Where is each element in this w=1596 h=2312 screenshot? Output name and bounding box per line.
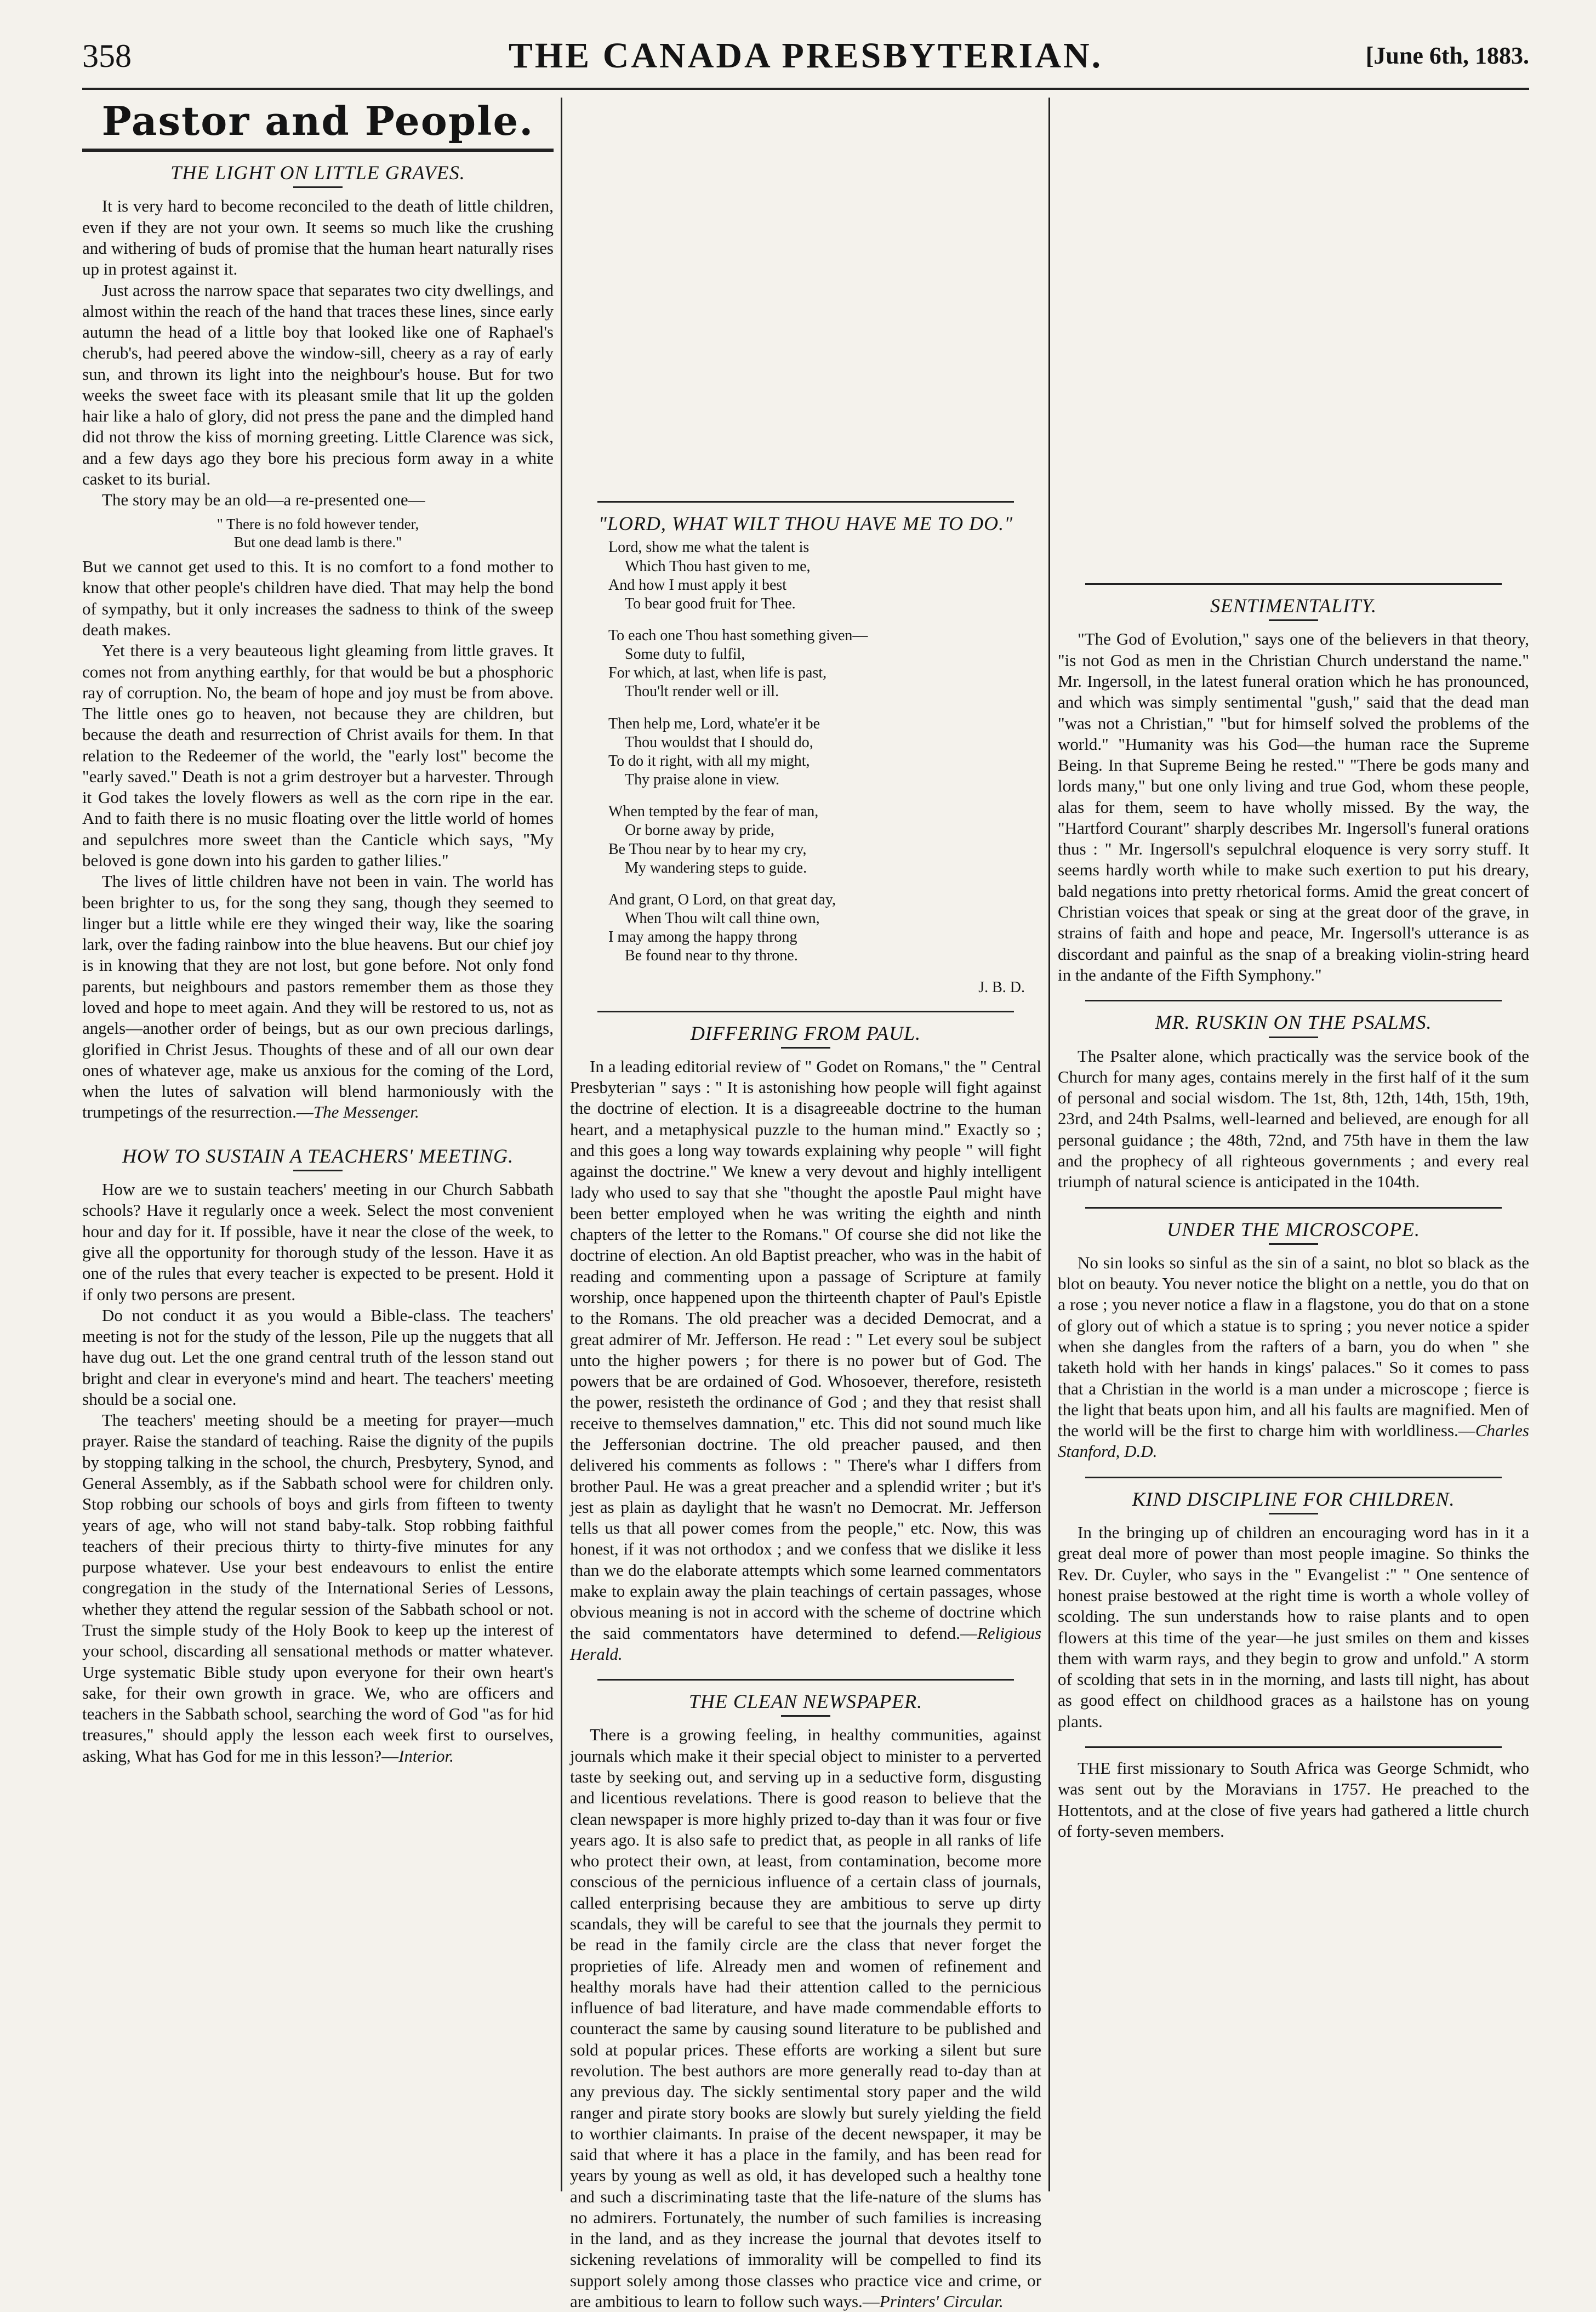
title-rule [1269, 1513, 1318, 1514]
stanza [608, 538, 1041, 613]
verse-line: My wandering steps to guide. [625, 859, 807, 876]
stanza [608, 715, 1041, 790]
article-separator [597, 1011, 1014, 1012]
verse-line: Thou wouldst that I should do, [625, 733, 813, 751]
verse-line: Be found near to thy throne. [625, 947, 798, 965]
verse-line: Or borne away by pride, [625, 822, 774, 839]
article-title: THE CLEAN NEWSPAPER. [688, 1690, 923, 1713]
paragraph: How are we to sustain teachers' meeting in our Church Sabbath schools? Have it regularly once a week. Select the most convenient hour and day for it. If possible, have it near the close of the week, to give all the opportunity for thorough study of the lesson. Have it as one of the rules that every teacher is expected to be present. Hold it if only two persons are present. [82, 1180, 554, 1304]
page-number: 358 [82, 38, 132, 74]
paragraph-text: No sin looks so sinful as the sin of a saint, no blot so black as the blot on beauty. You never notice the blight on a nettle, you do that on a rose ; you never notice a flaw in a flagstone, you do that on a stone of glory out of which a statue is to spring ; you never notice a spider when she dangles from the rafters of a barn, you do when " she taketh hold with her hands in kings' palaces." So it comes to pass that a Christian in the world is a man under a microscope ; fierce is the light that beats upon him, and all his faults are magnified. Men of the world will be the first to charge him with worldliness.— [1058, 1252, 1529, 1440]
stanza [608, 627, 1041, 702]
paragraph-text: The lives of little children have not been in vain. The world has been brighter to us, for the song they sang, though they seemed to linger but a little while ere they winged their way, like the soaring lark, over the fading rainbow into the blue heavens. But our chief joy is in knowing that they are not lost, but gone before. Not only fond parents, but neighbours and pastors remember them as those they loved and hope to meet again. And they will be restored to us, not as angels—another order of beings, but as our own precious darlings, glorified in Christ Jesus. Thoughts of these and of all our own dear ones of whatever age, make us anxious for the coming of the Lord, when the lutes of salvation will blend harmoniously with the trumpetings of the resurrection.— [82, 872, 554, 1122]
source-credit: Charles Stanford, D.D. [1058, 1421, 1529, 1461]
title-rule [781, 1047, 830, 1049]
source-credit: Printers' Circular. [879, 2292, 1004, 2311]
paragraph [1058, 1252, 1529, 1462]
paragraph: THE first missionary to South Africa was George Schmidt, who was sent out by the Moravians in 1757. He preached to the Hottentots, and at the close of five years had gathered a little church of forty-seven members. [1058, 1758, 1529, 1841]
paragraph: Just across the narrow space that separates two city dwellings, and almost within the reach of the hand that traces these lines, since early autumn the head of a little boy that looked like one of Raphael's cherub's, had peered above the window-sill, cheery as a ray of early sun, and thrown its light into the neighbour's house. But for two weeks the sweet face with its pleasant smile that lit up the golden hair like a halo of glory, did not press the pane and the dimpled hand did not throw the kiss of morning greeting. Little Clarence was sick, and a few days ago they bore his precious form away in a white casket to its burial. [82, 280, 554, 489]
paragraph: The story may be an old—a re-presented one— [102, 490, 425, 510]
article-separator [597, 1679, 1014, 1681]
verse-line: " There is no fold however tender, [216, 515, 419, 532]
title-rule [293, 186, 343, 188]
verse-line: Some duty to fulfil, [625, 646, 745, 663]
source-credit: Interior. [398, 1746, 454, 1766]
column-rule [561, 98, 562, 2191]
title-rule [1269, 1037, 1318, 1038]
verse-line: For which, at last, when life is past, [608, 664, 827, 682]
verse-line: Which Thou hast given to me, [625, 557, 811, 575]
department-heading: Pastor and People. [101, 98, 534, 144]
article-separator [1085, 583, 1502, 585]
stanza [608, 891, 1041, 966]
continued-space [570, 98, 1041, 487]
title-rule [1269, 1243, 1318, 1245]
article-separator [1085, 1000, 1502, 1001]
verse-line: Then help me, Lord, whate'er it be [608, 715, 820, 732]
verse-line: Thy praise alone in view. [625, 771, 779, 789]
paragraph: "The God of Evolution," says one of the believers in that theory, "is not God as men in the Christian Church understand the name." Mr. Ingersoll, in the latest funeral oration which he has pronounced, and which was simply sentimental "gush," said that the dead man "was not a Christian," "but for himself solved the problems of the world." "Humanity was his God—the human race the Supreme Being. In that Supreme Being he rested." "There be gods many and lords many," but one only living and true God, whom these people, alas for them, seem to have wholly missed. By the way, the "Hartford Courant" sharply describes Mr. Ingersoll's funeral orations thus : " Mr. Ingersoll's sepulchral eloquence is very sorry stuff. It seems hardly worth while to make such exertion to put his dreary, bald negations into pretty rhetorical forms. Amid the great concert of Christian voices that speak or sing at the great door of the grave, in strains of faith and hope and peace, Mr. Ingersoll's utterance is as discordant and painful as the snap of a breaking violin-string heard in the andante of the Fifth Symphony." [1058, 629, 1529, 984]
article-title: KIND DISCIPLINE FOR CHILDREN. [1132, 1488, 1455, 1510]
article-separator [1085, 1207, 1502, 1209]
paragraph-text: In a leading editorial review of " Godet on Romans," the " Central Presbyterian " says : " It is astonishing how people will fight against the doctrine of election. It is a disagreeable doctrine to the human heart, and a metaphysical puzzle to the human mind." Exactly so ; and this goes a long way towards explaining why people " will fight against the doctrine." We knew a very devout and highly intelligent lady who used to say that she "thought the apostle Paul might have been better employed when he was writing the eighth and ninth chapters of the letter to the Romans." Of course she did not like the doctrine of election. An old Baptist preacher, who was in the habit of reading and commenting upon a passage of Scripture at family worship, once happened upon the thirteenth chapter of Paul's Epistle to the Romans. The old preacher was a decided Democrat, and a great admirer of Mr. Jefferson. He read : " Let every soul be subject unto the higher powers ; for there is no power but of God. The powers that be are ordained of God. Whosoever, therefore, resisteth the power, resisteth the ordinance of God ; and they that resist shall receive to themselves damnation," etc. This did not sound much like the Jeffersonian doctrine. The old preacher paused, and then delivered his comments as follows : " There's whar I differs from brother Paul. He was a great preacher and a splendid writer ; but it's jest as plain as daylight that he wasn't no Democrat. Mr. Jefferson tells us that all power comes from the people," etc. Now, this was honest, if it was not orthodox ; and we confess that we dislike it less than we do the elaborate attempts which some learned commentators make to explain away the plain teachings of certain passages, whose obvious meaning is not in accord with the scheme of doctrine which the said commentators have determined to defend.— [570, 1056, 1041, 1643]
verse-line: When Thou wilt call thine own, [625, 910, 820, 927]
stanza [608, 802, 1041, 878]
article-separator [597, 501, 1014, 503]
verse-line: To do it right, with all my might, [608, 752, 810, 770]
paragraph [570, 1724, 1041, 2312]
verse-line: And grant, O Lord, on that great day, [608, 891, 836, 908]
article-title: SENTIMENTALITY. [1210, 595, 1377, 617]
article-title: THE LIGHT ON LITTLE GRAVES. [170, 162, 465, 184]
paragraph: But we cannot get used to this. It is no comfort to a fond mother to know that other people's children have died. That may help the bond of sympathy, but it only increases the sadness to think of the sweep death makes. [82, 557, 554, 639]
department-rule [82, 149, 554, 152]
article-title: HOW TO SUSTAIN A TEACHERS' MEETING. [122, 1144, 514, 1167]
column-3 [1058, 98, 1529, 2191]
quoted-verse [82, 515, 554, 553]
issue-date: [June 6th, 1883. [1365, 42, 1529, 69]
column-1 [82, 98, 554, 2191]
paragraph [82, 871, 554, 1123]
source-credit: Religious Herald. [570, 1623, 1041, 1664]
verse-line: To each one Thou hast something given— [608, 627, 868, 645]
paragraph [570, 1056, 1041, 1665]
paragraph: In the bringing up of children an encouraging word has in it a great deal more of power than most people imagine. So thinks the Rev. Dr. Cuyler, who says in the " Evangelist :" " One sentence of honest praise bestowed at the right time is worth a whole volley of scolding. The sun understands how to raise plants and to open flowers at this time of the year—he just smiles on them and kisses them with warm rays, and they begin to grow and unfold." A storm of scolding that sets in in the morning, and lasts till night, has about as good effect on childhood graces as a hailstone has on young plants. [1058, 1523, 1529, 1731]
title-rule [1269, 619, 1318, 621]
paragraph: The Psalter alone, which practically was the service book of the Church for many ages, contains merely in the first half of it the sum of personal and social wisdom. The 1st, 8th, 12th, 14th, 15th, 19th, 23rd, and 24th Psalms, well-learned and believed, are enough for all personal guidance ; the 48th, 72nd, and 75th have in them the law and the prophecy of all righteous governments ; and every real triumph of natural science is anticipated in the 104th. [1058, 1046, 1529, 1192]
verse-line: Be Thou near by to hear my cry, [608, 840, 807, 858]
article-title: "LORD, WHAT WILT THOU HAVE ME TO DO." [598, 512, 1013, 534]
verse-line: But one dead lamb is there." [233, 534, 402, 551]
continued-space [1058, 98, 1529, 569]
source-credit: The Messenger. [313, 1102, 419, 1122]
article-separator [1085, 1746, 1502, 1748]
paragraph [82, 1410, 554, 1767]
paragraph-text: There is a growing feeling, in healthy communities, against journals which make it their special object to minister to a perverted taste by seeking out, and serving up in a seductive form, disgusting and licentious revelations. There is good reason to believe that the clean newspaper is more highly prized to-day than it was four or five years ago. It is also safe to predict that, as people in all ranks of life who protect their own, at least, from contamination, become more conscious of the pernicious influence of a certain class of journals, called enterprising because they are ambitious to serve up dirty scandals, they will be careful to see that the journals they permit to be read in the family circle are the class that never forget the proprieties of life. Already men and women of refinement and healthy morals have had their attention called to the pernicious influence of bad literature, and have made commendable efforts to counteract the same by causing sound literature to be published and sold at popular prices. These efforts are working a silent but sure revolution. The best authors are more generally read to-day than at any previous day. The sickly sentimental story paper and the wild ranger and pirate story books are slowly but surely yielding the field to worthier claimants. In praise of the decent newspaper, it may be said that where it has a place in the family, and has been read for years by young as well as old, it has developed such a healthy tone and such a discriminating taste that the life-nature of the slums has no admirers. Fortunately, the number of such families is increasing in the land, and as they increase the journal that devotes itself to sickening revelations of immorality will be compelled to find its support solely among those classes who practice vice and crime, or are ambitious to learn to follow such ways.— [570, 1725, 1041, 2311]
verse-line: I may among the happy throng [608, 929, 797, 946]
verse-line: To bear good fruit for Thee. [625, 595, 796, 612]
column-rule [1048, 98, 1050, 2191]
article-separator [1085, 1477, 1502, 1478]
masthead [82, 27, 1529, 90]
verse-line: When tempted by the fear of man, [608, 803, 819, 821]
title-rule [781, 1715, 830, 1717]
verse-line: Thou'lt render well or ill. [625, 683, 779, 701]
paragraph-text: The teachers' meeting should be a meeting for prayer—much prayer. Raise the standard of teaching. Raise the dignity of the pupils by stopping talking in the school, the church, Presbytery, Synod, and General Assembly, as if the Sabbath school were for children only. Stop robbing our schools of boys and girls from fifteen to twenty years of age, who will not stand baby-talk. Stop robbing faithful teachers of their precious thirty to thirty-five minutes for any purpose whatever. Use your best endeavours to enlist the entire congregation in the study of the International Series of Lessons, whether they attend the regular session of the Sabbath school or not. Trust the simple study of the Holy Book to keep up the interest of your school, discarding all sensational methods or matter whatever. Urge systematic Bible study upon everyone for their own heart's sake, for their own growth in grace. We, who are officers and teachers in the Sabbath school, searching the word of God "as for hid treasures," should apply the lesson each week first to ourselves, asking, What has God for me in this lesson?— [82, 1410, 554, 1766]
paragraph: Yet there is a very beauteous light gleaming from little graves. It comes not from anything earthly, for that would be but a phosphoric ray of corruption. No, the beam of hope and joy must be from above. The little ones go to heaven, not because they are children, but because the death and resurrection of Christ avails for them. In that relation to the Redeemer of the world, the "early lost" become the "early saved." Death is not a grim destroyer but a harvester. Through it God takes the lovely flowers as well as the corn ripe in the ear. And to faith there is no music floating over the little world of homes and sepulchres more sweet than the Canticle which says, "My beloved is gone down into his garden to gather lilies." [82, 641, 554, 870]
article-title: DIFFERING FROM PAUL. [690, 1022, 921, 1044]
verse-line: And how I must apply it best [608, 576, 787, 594]
poem [608, 538, 1041, 965]
title-rule [293, 1170, 343, 1171]
article-title: UNDER THE MICROSCOPE. [1167, 1218, 1420, 1240]
paragraph: Do not conduct it as you would a Bible-class. The teachers' meeting is not for the study of the lesson, Pile up the nuggets that all have dug out. Let the one grand central truth of the lesson stand out bright and clear in everyone's mind and heart. The teachers' meeting should be a social one. [82, 1305, 554, 1409]
verse-line: Lord, show me what the talent is [608, 539, 810, 556]
column-2 [570, 98, 1041, 2311]
signature: J. B. D. [978, 978, 1025, 996]
paragraph: It is very hard to become reconciled to the death of little children, even if they are not your own. It seems so much like the crushing and withering of buds of promise that the human heart naturally rises up in protest against it. [82, 196, 554, 279]
article-title: MR. RUSKIN ON THE PSALMS. [1155, 1011, 1432, 1034]
newspaper-title: THE CANADA PRESBYTERIAN. [508, 36, 1103, 76]
